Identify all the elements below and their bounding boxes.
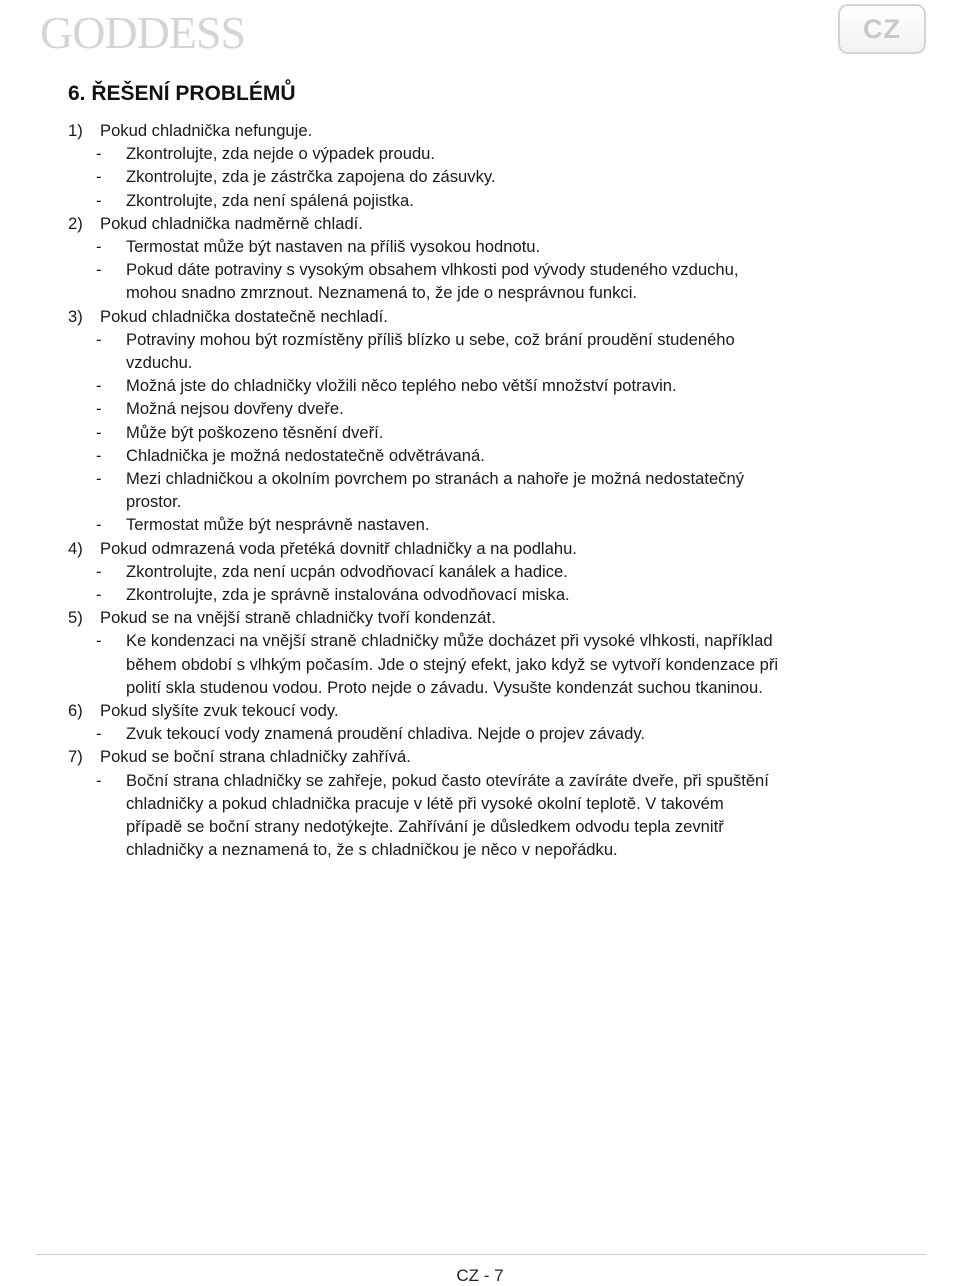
dash-bullet: - (96, 770, 102, 790)
dash-bullet: - (96, 399, 102, 419)
problem-number: 6) (68, 701, 83, 721)
list-item-continuation (68, 653, 918, 676)
list-item (68, 444, 918, 467)
dash-bullet: - (96, 329, 102, 349)
list-item-text: Ke kondenzaci na vnější straně chladničky může docházet při vysoké vlhkosti, například (126, 631, 773, 651)
section-title: 6. ŘEŠENÍ PROBLÉMŮ (68, 82, 296, 105)
list-item-text: vzduchu. (126, 353, 193, 373)
dash-bullet: - (96, 724, 102, 744)
list-item (68, 258, 918, 281)
dash-bullet: - (96, 422, 102, 442)
list-item (68, 235, 918, 258)
list-item (68, 328, 918, 351)
list-item-text: Může být poškozeno těsnění dveří. (126, 422, 384, 442)
brand-logo-graphic (40, 8, 270, 54)
list-item-continuation (68, 490, 918, 513)
list-item (68, 513, 918, 536)
list-item-continuation (68, 281, 918, 304)
dash-bullet: - (96, 469, 102, 489)
dash-bullet: - (96, 260, 102, 280)
list-item-text: Termostat může být nastaven na příliš vysokou hodnotu. (126, 237, 541, 257)
problem-heading (68, 212, 918, 235)
problem-number: 7) (68, 747, 83, 767)
list-item-continuation (68, 351, 918, 374)
list-item-text: mohou snadno zmrznout. Neznamená to, že jde o nesprávnou funkci. (126, 283, 638, 303)
list-item (68, 421, 918, 444)
dash-bullet: - (96, 167, 102, 187)
dash-bullet: - (96, 445, 102, 465)
problem-number: 5) (68, 608, 83, 628)
list-item-text: Termostat může být nesprávně nastaven. (126, 515, 430, 535)
problem-number: 2) (68, 213, 83, 233)
problem-heading (68, 745, 918, 768)
list-item (68, 769, 918, 792)
problem-number: 4) (68, 538, 83, 558)
list-item-text: Zkontrolujte, zda není spálená pojistka. (126, 190, 414, 210)
list-item-continuation (68, 792, 918, 815)
list-item-text: Zkontrolujte, zda je správně instalována odvodňovací miska. (126, 585, 570, 605)
problem-heading-text: Pokud slyšíte zvuk tekoucí vody. (100, 701, 339, 721)
dash-bullet: - (96, 144, 102, 164)
dash-bullet: - (96, 190, 102, 210)
list-item-text: prostor. (126, 492, 182, 512)
list-item-text: Mezi chladničkou a okolním povrchem po stranách a nahoře je možná nedostatečný (126, 469, 745, 489)
list-item-continuation (68, 838, 918, 861)
problem-heading (68, 305, 918, 328)
list-item-text: chladničky a neznamená to, že s chladničkou je něco v nepořádku. (126, 840, 618, 860)
list-item (68, 467, 918, 490)
dash-bullet: - (96, 585, 102, 605)
page-number: CZ - 7 (456, 1266, 504, 1285)
language-badge: CZ (838, 4, 926, 54)
problem-heading-text: Pokud se boční strana chladničky zahřívá. (100, 747, 411, 767)
list-item-text: Chladnička je možná nedostatečně odvětrávaná. (126, 445, 485, 465)
list-item (68, 583, 918, 606)
list-item (68, 397, 918, 420)
problem-heading (68, 606, 918, 629)
brand-logo (40, 8, 270, 54)
list-item-text: případě se boční strany nedotýkejte. Zahřívání je důsledkem odvodu tepla zevnitř (126, 817, 724, 837)
list-item (68, 189, 918, 212)
list-item-text: během období s vlhkým počasím. Jde o stejný efekt, jako když se vytvoří kondenzace při (126, 654, 779, 674)
brand-logo-text: GODDESS (40, 8, 246, 54)
list-item-continuation (68, 815, 918, 838)
problem-heading-text: Pokud chladnička dostatečně nechladí. (100, 306, 388, 326)
dash-bullet: - (96, 631, 102, 651)
dash-bullet: - (96, 376, 102, 396)
list-item-text: Možná jste do chladničky vložili něco teplého nebo větší množství potravin. (126, 376, 677, 396)
problem-heading (68, 537, 918, 560)
list-item-continuation (68, 676, 918, 699)
list-item (68, 142, 918, 165)
troubleshooting-list (68, 119, 918, 862)
dash-bullet: - (96, 237, 102, 257)
problem-heading (68, 699, 918, 722)
list-item-text: Potraviny mohou být rozmístěny příliš blízko u sebe, což brání proudění studeného (126, 329, 735, 349)
list-item (68, 165, 918, 188)
list-item (68, 722, 918, 745)
list-item-text: Boční strana chladničky se zahřeje, pokud často otevíráte a zavíráte dveře, při spuštění (126, 770, 769, 790)
list-item-text: Pokud dáte potraviny s vysokým obsahem vlhkosti pod vývody studeného vzduchu, (126, 260, 739, 280)
list-item-text: polití skla studenou vodou. Proto nejde o závadu. Vysušte kondenzát suchou tkaninou. (126, 677, 763, 697)
list-item-text: chladničky a pokud chladnička pracuje v létě při vysoké okolní teplotě. V takovém (126, 793, 724, 813)
list-item-text: Zkontrolujte, zda není ucpán odvodňovací kanálek a hadice. (126, 561, 568, 581)
list-item-text: Zkontrolujte, zda nejde o výpadek proudu. (126, 144, 436, 164)
problem-heading-text: Pokud odmrazená voda přetéká dovnitř chladničky a na podlahu. (100, 538, 577, 558)
dash-bullet: - (96, 515, 102, 535)
list-item (68, 374, 918, 397)
dash-bullet: - (96, 561, 102, 581)
problem-heading-text: Pokud chladnička nadměrně chladí. (100, 213, 363, 233)
list-item (68, 560, 918, 583)
problem-number: 3) (68, 306, 83, 326)
list-item-text: Možná nejsou dovřeny dveře. (126, 399, 344, 419)
list-item-text: Zvuk tekoucí vody znamená proudění chladiva. Nejde o projev závady. (126, 724, 645, 744)
list-item (68, 629, 918, 652)
problem-heading-text: Pokud chladnička nefunguje. (100, 121, 313, 140)
list-item-text: Zkontrolujte, zda je zástrčka zapojena do zásuvky. (126, 167, 496, 187)
footer-divider (36, 1254, 926, 1255)
problem-heading (68, 119, 918, 142)
problem-heading-text: Pokud se na vnější straně chladničky tvoří kondenzát. (100, 608, 496, 628)
problem-number: 1) (68, 121, 83, 140)
